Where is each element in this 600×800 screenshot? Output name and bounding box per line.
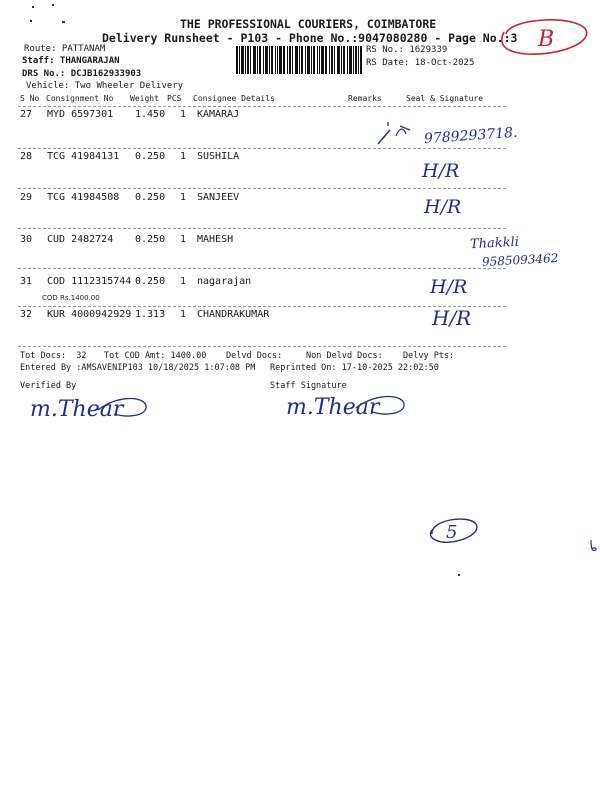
verified-by-label: Verified By (20, 381, 77, 391)
drs-number: DRS No.: DCJB162933903 (22, 69, 142, 79)
handwritten-phone-row-30: 9585093462 (481, 251, 559, 269)
rs-number: RS No.: 1629339 (366, 45, 448, 55)
col-seal: Seal & Signature (406, 94, 484, 103)
col-consignment: Consignment No (46, 94, 114, 103)
row-weight: 0.250 (135, 276, 166, 287)
table-header (0, 94, 600, 106)
handwritten-phone-row-27: 9789293718. (423, 124, 518, 148)
col-pcs: PCS (167, 94, 182, 103)
row-divider (18, 228, 506, 229)
handwritten-mark-row-27 (374, 118, 414, 148)
row-consignee: SUSHILA (197, 151, 240, 162)
row-sno: 32 (20, 309, 33, 320)
row-consignment: MYD 6597301 (47, 109, 114, 120)
row-consignment: CUD 2482724 (47, 234, 114, 245)
row-sno: 27 (20, 109, 33, 120)
vehicle-label: Vehicle: Two Wheeler Delivery (26, 81, 184, 91)
entered-by: Entered By :AMSAVENIP103 10/18/2025 1:07:08 PM (20, 363, 256, 373)
row-consignee: MAHESH (197, 234, 234, 245)
handwritten-hr-row-31: H/R (430, 276, 468, 298)
row-consignee: KAMARAJ (197, 109, 240, 120)
stray-marks (30, 4, 70, 26)
row-divider (18, 268, 506, 269)
row-divider (18, 148, 506, 149)
row-weight: 0.250 (135, 192, 166, 203)
route-label: Route: PATTANAM (24, 44, 106, 54)
runsheet-subtitle: Delivery Runsheet - P103 - Phone No.:9047080280 - Page No.:3 (102, 31, 518, 45)
row-sno: 31 (20, 276, 33, 287)
circled-five-mark (424, 512, 484, 548)
non-delvd-docs: Non Delvd Docs: (306, 351, 383, 361)
col-consignee: Consignee Details (193, 94, 275, 103)
page-mark-circled-b (496, 14, 592, 58)
row-pcs: 1 (180, 276, 187, 287)
row-divider (18, 346, 506, 347)
col-weight: Weight (130, 94, 159, 103)
row-cod-note: COD Rs.1400.00 (42, 294, 100, 302)
col-remarks: Remarks (348, 94, 382, 103)
row-consignee: nagarajan (197, 276, 252, 287)
verified-by-signature (28, 390, 158, 424)
row-pcs: 1 (180, 234, 187, 245)
row-consignee: SANJEEV (197, 192, 240, 203)
row-consignment: KUR 4000942929 (47, 309, 132, 320)
company-title: THE PROFESSIONAL COURIERS, COIMBATORE (180, 17, 437, 31)
page-mark-letter: B (538, 27, 555, 52)
verified-signature-text: m.Thear (30, 397, 124, 422)
circled-five-text: 5 (446, 522, 458, 543)
table-row (0, 308, 600, 348)
table-row (0, 191, 600, 231)
delvd-docs: Delvd Docs: (226, 351, 283, 361)
tot-docs: Tot Docs: 32 (20, 351, 87, 361)
row-pcs: 1 (180, 309, 187, 320)
reprinted-on: Reprinted On: 17-10-2025 22:02:50 (270, 363, 439, 373)
edge-pen-mark (588, 538, 598, 554)
row-divider (18, 188, 506, 189)
barcode (236, 46, 362, 74)
row-consignment: TCG 41984131 (47, 151, 120, 162)
table-row (0, 150, 600, 190)
delvy-pts: Delvy Pts: (403, 351, 455, 361)
row-consignee: CHANDRAKUMAR (197, 309, 270, 320)
staff-signature (284, 388, 414, 422)
row-sno: 29 (20, 192, 33, 203)
header-divider (18, 106, 506, 107)
row-consignment: COD 1112315744 (47, 276, 132, 287)
totals-row (0, 351, 600, 363)
handwritten-name-row-30: Thakkli (469, 234, 520, 253)
staff-signature-label: Staff Signature (270, 381, 347, 391)
handwritten-hr-row-29: H/R (424, 196, 462, 218)
row-weight: 0.250 (135, 151, 166, 162)
row-weight: 0.250 (135, 234, 166, 245)
staff-label: Staff: THANGARAJAN (22, 56, 120, 66)
tot-cod-amt: Tot COD Amt: 1400.00 (104, 351, 207, 361)
rs-date: RS Date: 18-Oct-2025 (366, 58, 475, 68)
row-consignment: TCG 41984508 (47, 192, 120, 203)
row-sno: 30 (20, 234, 33, 245)
handwritten-hr-row-28: H/R (422, 160, 460, 182)
row-weight: 1.450 (135, 109, 166, 120)
table-row (0, 275, 600, 307)
stray-dot (458, 574, 460, 576)
row-sno: 28 (20, 151, 33, 162)
row-pcs: 1 (180, 151, 187, 162)
row-pcs: 1 (180, 109, 187, 120)
row-weight: 1.313 (135, 309, 166, 320)
handwritten-hr-row-32: H/R (432, 306, 472, 330)
col-sno: S No (20, 94, 40, 103)
staff-signature-text: m.Thear (286, 395, 380, 420)
row-pcs: 1 (180, 192, 187, 203)
